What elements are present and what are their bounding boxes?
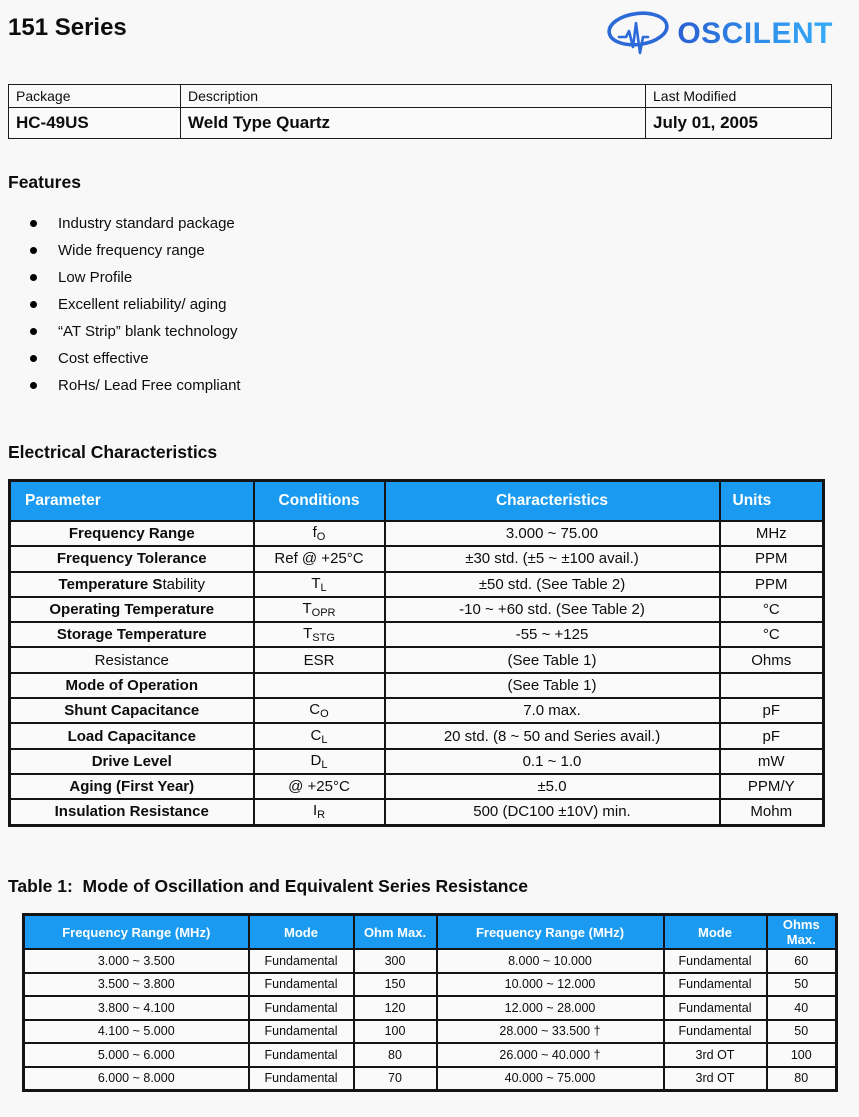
units-cell: MHz [720,521,824,546]
mode-cell: Fundamental [664,1020,767,1044]
mode-cell: Fundamental [664,996,767,1020]
electrical-row [10,572,824,597]
feature-text: “AT Strip” blank technology [58,323,238,340]
ohm-max-cell: 100 [354,1020,437,1044]
bullet-icon [30,355,37,362]
mode-cell: Fundamental [664,949,767,973]
bullet-icon [30,220,37,227]
feature-text: Cost effective [58,350,149,367]
characteristics-cell: (See Table 1) [385,647,720,672]
electrical-row [10,749,824,774]
freq-range-cell: 6.000 ~ 8.000 [24,1067,249,1091]
table1-column-header: Ohms Max. [767,915,837,950]
info-table [8,84,832,139]
info-value-cell: Weld Type Quartz [181,108,646,139]
conditions-cell: $C_L$ [254,723,385,748]
ohm-max-cell: 40 [767,996,837,1020]
parameter-cell: Mode of Operation [10,673,254,698]
conditions-cell: $f_O$ [254,521,385,546]
electrical-row [10,723,824,748]
table1-column-header: Frequency Range (MHz) [437,915,664,950]
table1-body [24,949,837,1091]
feature-item [8,264,241,291]
bullet-icon [30,247,37,254]
freq-range-cell: 5.000 ~ 6.000 [24,1043,249,1067]
characteristics-cell: 3.000 ~ 75.00 [385,521,720,546]
mode-cell: Fundamental [249,1067,354,1091]
conditions-cell: Ref @ +25°C [254,546,385,571]
ellipse-pulse-icon [603,8,673,60]
electrical-row [10,647,824,672]
characteristics-cell: (See Table 1) [385,673,720,698]
freq-range-cell: 12.000 ~ 28.000 [437,996,664,1020]
units-cell: °C [720,597,824,622]
ohm-max-cell: 80 [767,1067,837,1091]
electrical-table [8,479,825,827]
ohm-max-cell: 60 [767,949,837,973]
electrical-row [10,774,824,799]
feature-item [8,237,241,264]
feature-item [8,291,241,318]
feature-item [8,372,241,399]
parameter-cell: Frequency Range [10,521,254,546]
mode-cell: 3rd OT [664,1067,767,1091]
parameter-cell: Resistance [10,647,254,672]
table1-row [24,949,837,973]
electrical-row [10,521,824,546]
table1-row [24,1067,837,1091]
table1-column-header: Ohm Max. [354,915,437,950]
info-value-cell: July 01, 2005 [646,108,832,139]
table1-column-header: Frequency Range (MHz) [24,915,249,950]
feature-item [8,318,241,345]
parameter-cell: Temperature Stability [10,572,254,597]
parameter-cell: Aging (First Year) [10,774,254,799]
mode-cell: Fundamental [249,1043,354,1067]
freq-range-cell: 3.000 ~ 3.500 [24,949,249,973]
info-table-data-row [9,108,832,139]
units-cell: Ohms [720,647,824,672]
table1-row [24,1020,837,1044]
characteristics-cell: -10 ~ +60 std. (See Table 2) [385,597,720,622]
freq-range-cell: 28.000 ~ 33.500 † [437,1020,664,1044]
units-cell: PPM [720,546,824,571]
ohm-max-cell: 150 [354,973,437,997]
units-cell: °C [720,622,824,647]
units-cell [720,673,824,698]
conditions-cell: @ +25°C [254,774,385,799]
logo-wordmark: OSCILENT [677,17,833,50]
electrical-column-header: Characteristics [385,481,720,522]
units-cell: mW [720,749,824,774]
characteristics-cell: 20 std. (8 ~ 50 and Series avail.) [385,723,720,748]
mode-cell: Fundamental [249,1020,354,1044]
features-heading: Features [8,172,81,192]
parameter-cell: Load Capacitance [10,723,254,748]
mode-cell: Fundamental [249,973,354,997]
info-column-header: Package [9,85,181,108]
parameter-cell: Drive Level [10,749,254,774]
feature-item [8,210,241,237]
conditions-cell: $C_O$ [254,698,385,723]
electrical-column-header: Conditions [254,481,385,522]
table1-column-header: Mode [249,915,354,950]
mode-cell: Fundamental [664,973,767,997]
table1-header-row [24,915,837,950]
electrical-header-row [10,481,824,522]
table1-row [24,1043,837,1067]
ohm-max-cell: 70 [354,1067,437,1091]
freq-range-cell: 4.100 ~ 5.000 [24,1020,249,1044]
ohm-max-cell: 50 [767,973,837,997]
units-cell: PPM [720,572,824,597]
info-table-head-row [9,85,832,108]
info-column-header: Last Modified [646,85,832,108]
electrical-row [10,698,824,723]
characteristics-cell: ±30 std. (±5 ~ ±100 avail.) [385,546,720,571]
ohm-max-cell: 100 [767,1043,837,1067]
freq-range-cell: 26.000 ~ 40.000 † [437,1043,664,1067]
mode-cell: Fundamental [249,949,354,973]
freq-range-cell: 8.000 ~ 10.000 [437,949,664,973]
bullet-icon [30,274,37,281]
mode-cell: Fundamental [249,996,354,1020]
freq-range-cell: 10.000 ~ 12.000 [437,973,664,997]
conditions-cell: $T_L$ [254,572,385,597]
units-cell: pF [720,723,824,748]
table1-column-header: Mode [664,915,767,950]
table1-row [24,996,837,1020]
electrical-body [10,521,824,825]
feature-text: Excellent reliability/ aging [58,296,227,313]
characteristics-cell: -55 ~ +125 [385,622,720,647]
conditions-cell: $T_{OPR}$ [254,597,385,622]
parameter-cell: Insulation Resistance [10,799,254,825]
feature-item [8,345,241,372]
characteristics-cell: ±5.0 [385,774,720,799]
feature-text: RoHs/ Lead Free compliant [58,377,241,394]
electrical-row [10,622,824,647]
characteristics-cell: 0.1 ~ 1.0 [385,749,720,774]
info-column-header: Description [181,85,646,108]
page-title: 151 Series [8,14,127,41]
ohm-max-cell: 80 [354,1043,437,1067]
table1-heading: Table 1: Mode of Oscillation and Equivalent Series Resistance [8,876,528,896]
ohm-max-cell: 120 [354,996,437,1020]
ohm-max-cell: 50 [767,1020,837,1044]
electrical-row [10,546,824,571]
freq-range-cell: 3.800 ~ 4.100 [24,996,249,1020]
mode-cell: 3rd OT [664,1043,767,1067]
feature-text: Wide frequency range [58,242,205,259]
conditions-cell: $D_L$ [254,749,385,774]
parameter-cell: Operating Temperature [10,597,254,622]
units-cell: PPM/Y [720,774,824,799]
parameter-cell: Frequency Tolerance [10,546,254,571]
info-value-cell: HC-49US [9,108,181,139]
electrical-column-header: Parameter [10,481,254,522]
units-cell: pF [720,698,824,723]
parameter-cell: Storage Temperature [10,622,254,647]
conditions-cell: ESR [254,647,385,672]
characteristics-cell: 500 (DC100 ±10V) min. [385,799,720,825]
conditions-cell [254,673,385,698]
freq-range-cell: 3.500 ~ 3.800 [24,973,249,997]
electrical-row [10,597,824,622]
ohm-max-cell: 300 [354,949,437,973]
electrical-row [10,673,824,698]
bullet-icon [30,382,37,389]
table1 [22,913,838,1092]
electrical-heading: Electrical Characteristics [8,442,218,462]
characteristics-cell: ±50 std. (See Table 2) [385,572,720,597]
conditions-cell: $T_{STG}$ [254,622,385,647]
units-cell: Mohm [720,799,824,825]
parameter-cell: Shunt Capacitance [10,698,254,723]
bullet-icon [30,301,37,308]
table1-row [24,973,837,997]
bullet-icon [30,328,37,335]
freq-range-cell: 40.000 ~ 75.000 [437,1067,664,1091]
feature-text: Low Profile [58,269,133,286]
conditions-cell: $I_R$ [254,799,385,825]
features-list [8,210,241,399]
electrical-column-header: Units [720,481,824,522]
oscilent-logo [603,8,833,60]
feature-text: Industry standard package [58,215,235,232]
electrical-row [10,799,824,825]
characteristics-cell: 7.0 max. [385,698,720,723]
